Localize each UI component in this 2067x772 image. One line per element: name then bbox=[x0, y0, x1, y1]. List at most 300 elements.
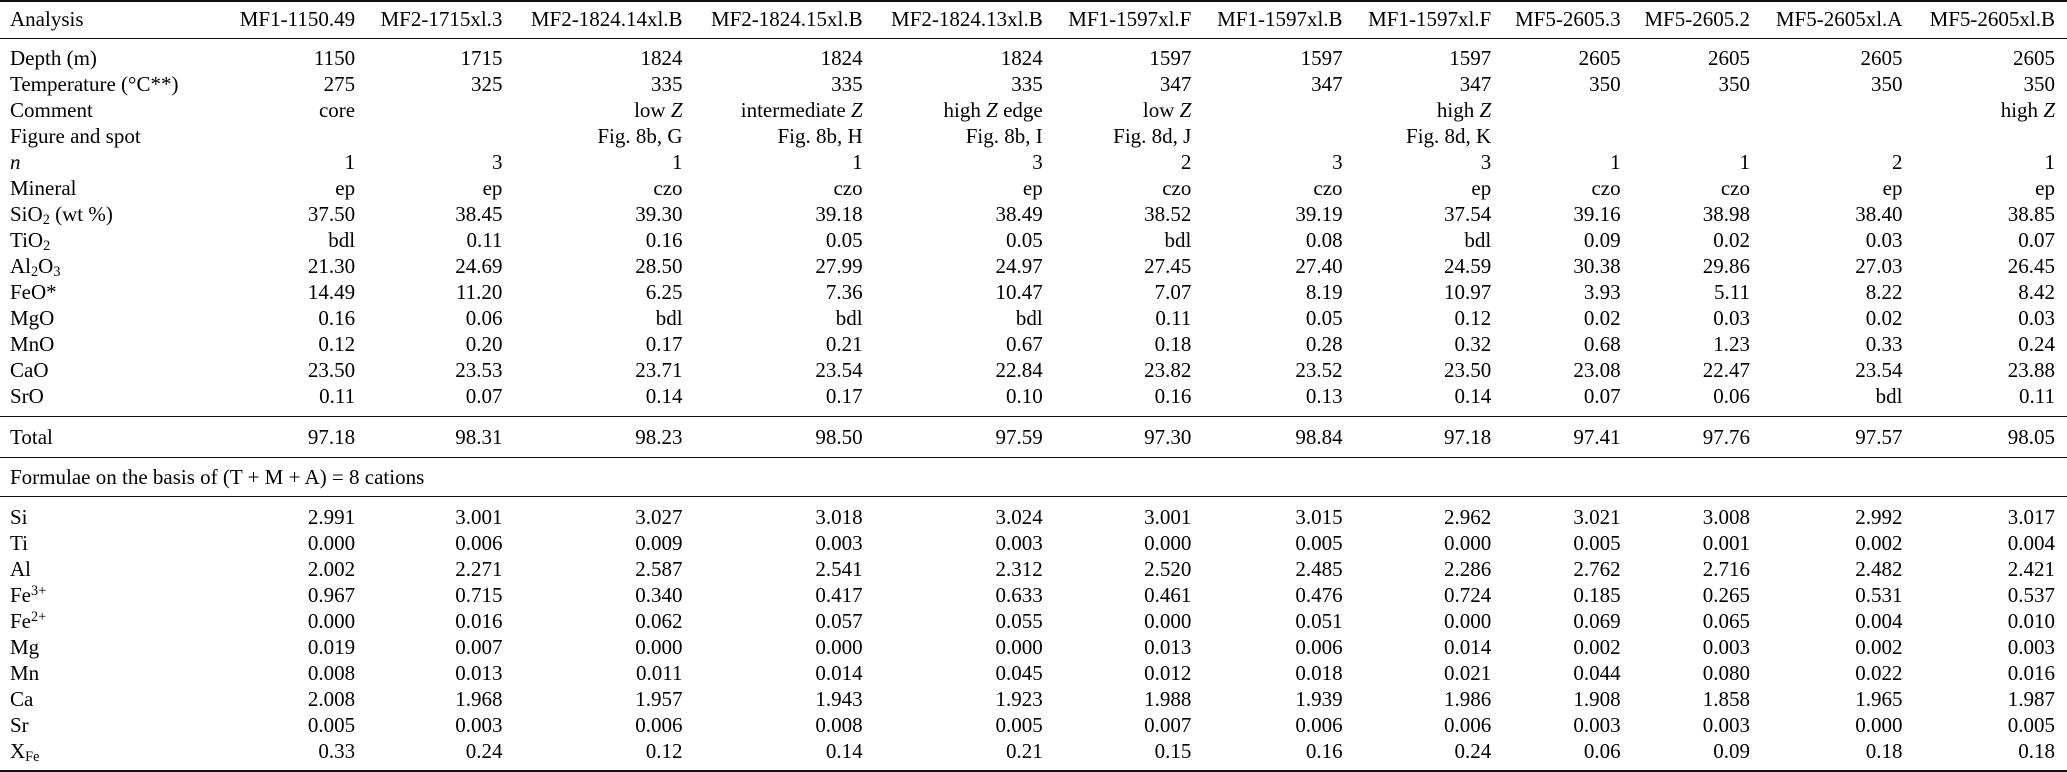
data-cell: 0.005 bbox=[1295, 531, 1343, 555]
data-cell: 0.18 bbox=[1154, 332, 1192, 356]
data-cell: 0.003 bbox=[2007, 635, 2055, 659]
data-cell: 0.476 bbox=[1295, 583, 1343, 607]
data-cell: 335 bbox=[831, 72, 863, 96]
data-cell: 0.005 bbox=[995, 713, 1043, 737]
data-cell: 0.03 bbox=[1713, 306, 1750, 330]
data-cell: czo bbox=[1591, 176, 1621, 200]
data-cell: 0.08 bbox=[1305, 228, 1343, 252]
data-cell bbox=[1621, 97, 1750, 123]
data-cell: 1.23 bbox=[1713, 332, 1750, 356]
data-cell: 97.57 bbox=[1855, 425, 1903, 449]
data-cell: low Z bbox=[634, 98, 683, 122]
data-cell: 2.962 bbox=[1443, 505, 1492, 529]
data-cell: 2.421 bbox=[2007, 557, 2055, 581]
data-cell: 0.340 bbox=[635, 583, 683, 607]
data-cell: 0.24 bbox=[2018, 332, 2055, 356]
data-cell: 0.02 bbox=[1583, 306, 1621, 330]
section-header-label: Formulae on the basis of (T + M + A) = 8 cations bbox=[10, 465, 425, 489]
data-cell: 2.992 bbox=[1855, 505, 1903, 529]
data-cell: 98.23 bbox=[635, 425, 683, 449]
data-cell: 1.986 bbox=[1443, 687, 1492, 711]
data-cell: 2.286 bbox=[1443, 557, 1492, 581]
data-cell: 23.50 bbox=[1443, 358, 1492, 382]
row-label: SrO bbox=[10, 384, 44, 408]
data-cell: 1.968 bbox=[455, 687, 503, 711]
data-cell: ep bbox=[1882, 176, 1903, 200]
row-label: n bbox=[10, 150, 21, 174]
data-cell: 1.939 bbox=[1295, 687, 1343, 711]
data-cell: 0.065 bbox=[1702, 609, 1750, 633]
data-cell: 1.858 bbox=[1702, 687, 1750, 711]
data-cell: 38.45 bbox=[455, 202, 503, 226]
data-cell: 97.41 bbox=[1573, 425, 1621, 449]
data-cell: 350 bbox=[1870, 72, 1903, 96]
data-cell: 0.16 bbox=[318, 306, 356, 330]
data-cell: 1824 bbox=[820, 46, 863, 70]
row-label: CaO bbox=[10, 358, 49, 382]
cation-formulae-section bbox=[0, 497, 2067, 772]
data-cell: 0.000 bbox=[635, 635, 683, 659]
data-cell: 1824 bbox=[640, 46, 683, 70]
data-cell bbox=[1750, 97, 1903, 123]
data-cell: 2.716 bbox=[1702, 557, 1750, 581]
data-cell: 1715 bbox=[460, 46, 503, 70]
data-cell: 2605 bbox=[1578, 46, 1621, 70]
data-cell: 1.965 bbox=[1855, 687, 1903, 711]
data-cell: 0.537 bbox=[2007, 583, 2055, 607]
data-cell: 0.715 bbox=[455, 583, 503, 607]
row-label: Ca bbox=[10, 687, 34, 711]
data-cell: 0.045 bbox=[995, 661, 1043, 685]
data-cell: 0.12 bbox=[645, 739, 683, 763]
data-cell: 38.49 bbox=[995, 202, 1043, 226]
data-cell: 0.05 bbox=[1005, 228, 1043, 252]
data-cell: 0.008 bbox=[815, 713, 863, 737]
data-cell: 0.006 bbox=[1295, 635, 1343, 659]
data-cell: 335 bbox=[1011, 72, 1043, 96]
table-row bbox=[0, 712, 2067, 738]
data-cell: 0.069 bbox=[1573, 609, 1621, 633]
row-label: Sr bbox=[10, 713, 29, 737]
oxide-composition-section bbox=[0, 39, 2067, 417]
data-cell: 0.33 bbox=[318, 739, 356, 763]
table-row bbox=[0, 331, 2067, 357]
data-cell bbox=[1621, 123, 1750, 149]
data-cell: 1597 bbox=[1449, 46, 1492, 70]
table-row bbox=[0, 556, 2067, 582]
data-cell: 0.003 bbox=[1573, 713, 1621, 737]
data-cell: 23.71 bbox=[635, 358, 683, 382]
data-cell: 3.018 bbox=[815, 505, 863, 529]
row-label: $Fe^{2+}$ bbox=[10, 608, 47, 633]
data-cell: 28.50 bbox=[635, 254, 683, 278]
data-cell: 0.014 bbox=[1443, 635, 1492, 659]
data-cell: 8.19 bbox=[1305, 280, 1343, 304]
table-row bbox=[0, 582, 2067, 608]
data-cell: 0.013 bbox=[455, 661, 503, 685]
row-label: Total bbox=[10, 425, 53, 449]
data-cell: 0.11 bbox=[1155, 306, 1192, 330]
data-cell: 38.40 bbox=[1855, 202, 1903, 226]
sample-column-header: MF5-2605.3 bbox=[1514, 7, 1621, 31]
data-cell: 2.541 bbox=[815, 557, 863, 581]
data-cell: 1 bbox=[1610, 150, 1621, 174]
data-cell: high Z bbox=[2000, 98, 2055, 122]
data-cell: 1 bbox=[344, 150, 356, 174]
data-cell: 0.009 bbox=[635, 531, 683, 555]
table-row bbox=[0, 305, 2067, 331]
data-cell: 97.59 bbox=[995, 425, 1043, 449]
row-label: Temperature (°C**) bbox=[10, 72, 179, 96]
data-cell: 0.20 bbox=[465, 332, 503, 356]
data-cell: 23.52 bbox=[1295, 358, 1343, 382]
data-cell: 0.417 bbox=[815, 583, 863, 607]
data-cell: 0.062 bbox=[635, 609, 683, 633]
data-cell: 0.11 bbox=[2019, 384, 2055, 408]
row-label: Si bbox=[10, 505, 28, 529]
data-cell: 27.03 bbox=[1855, 254, 1903, 278]
data-cell: 98.84 bbox=[1295, 425, 1343, 449]
data-cell: 0.006 bbox=[635, 713, 683, 737]
data-cell: 1.908 bbox=[1573, 687, 1621, 711]
data-cell: 14.49 bbox=[307, 280, 356, 304]
data-cell: 0.06 bbox=[1583, 739, 1621, 763]
table-header-row bbox=[0, 1, 2067, 39]
data-cell: 0.000 bbox=[1144, 609, 1192, 633]
data-cell: 0.013 bbox=[1144, 635, 1192, 659]
data-cell: 98.05 bbox=[2007, 425, 2055, 449]
data-cell: 0.000 bbox=[815, 635, 863, 659]
data-cell: 0.14 bbox=[825, 739, 863, 763]
data-cell: 0.012 bbox=[1144, 661, 1192, 685]
data-cell: 2.991 bbox=[307, 505, 356, 529]
data-cell: 3.017 bbox=[2007, 505, 2055, 529]
data-cell: 0.05 bbox=[825, 228, 863, 252]
data-cell: 27.45 bbox=[1144, 254, 1192, 278]
data-cell: 23.88 bbox=[2007, 358, 2055, 382]
data-cell: 0.21 bbox=[1005, 739, 1043, 763]
data-cell: 1597 bbox=[1300, 46, 1343, 70]
data-cell: bdl bbox=[328, 228, 356, 252]
data-cell: 0.019 bbox=[307, 635, 356, 659]
data-cell: 0.000 bbox=[1443, 531, 1492, 555]
data-cell: 0.07 bbox=[465, 384, 503, 408]
data-cell: 3 bbox=[1332, 150, 1343, 174]
data-cell: 38.85 bbox=[2007, 202, 2055, 226]
data-cell: 1150 bbox=[313, 46, 356, 70]
row-label: $Al_2O_3$ bbox=[10, 254, 61, 281]
data-cell: bdl bbox=[835, 306, 863, 330]
data-cell: 3 bbox=[491, 150, 503, 174]
data-cell: 2.002 bbox=[307, 557, 356, 581]
data-cell: ep bbox=[2035, 176, 2055, 200]
sample-column-header: MF5-2605.2 bbox=[1644, 7, 1750, 31]
data-cell: bdl bbox=[655, 306, 683, 330]
data-cell bbox=[1191, 123, 1342, 149]
data-cell: 0.006 bbox=[455, 531, 503, 555]
data-cell: 0.000 bbox=[307, 609, 356, 633]
data-cell: 3.93 bbox=[1583, 280, 1621, 304]
data-cell: 39.30 bbox=[635, 202, 683, 226]
data-cell: 24.69 bbox=[455, 254, 503, 278]
data-cell: 98.31 bbox=[455, 425, 503, 449]
data-cell: czo bbox=[1313, 176, 1343, 200]
row-label: Mineral bbox=[10, 176, 77, 200]
data-cell: 0.11 bbox=[319, 384, 356, 408]
data-cell: 7.07 bbox=[1154, 280, 1192, 304]
data-cell: 27.99 bbox=[815, 254, 863, 278]
data-cell: low Z bbox=[1142, 98, 1192, 122]
data-cell: 0.06 bbox=[1713, 384, 1750, 408]
data-cell: 275 bbox=[323, 72, 356, 96]
data-cell: 2.312 bbox=[995, 557, 1043, 581]
sample-column-header: MF1-1150.49 bbox=[239, 7, 356, 31]
data-cell: 0.18 bbox=[2018, 739, 2055, 763]
data-cell: 2.587 bbox=[635, 557, 683, 581]
table-row bbox=[0, 634, 2067, 660]
row-label: Mn bbox=[10, 661, 40, 685]
sample-column-header: MF5-2605xl.A bbox=[1775, 7, 1903, 31]
data-cell: 347 bbox=[1459, 72, 1492, 96]
data-cell: 11.20 bbox=[455, 280, 503, 304]
data-cell: 97.18 bbox=[307, 425, 356, 449]
data-cell bbox=[215, 123, 355, 149]
data-cell: 0.185 bbox=[1573, 583, 1621, 607]
sample-column-header: MF2-1824.14xl.B bbox=[530, 7, 683, 31]
data-cell: 0.03 bbox=[1865, 228, 1903, 252]
data-cell: 0.67 bbox=[1005, 332, 1043, 356]
data-cell: bdl bbox=[1015, 306, 1043, 330]
data-cell: 0.005 bbox=[2007, 713, 2055, 737]
data-cell: bdl bbox=[1875, 384, 1903, 408]
row-label: SiO$_2$ (wt %) bbox=[10, 202, 113, 229]
data-cell: Fig. 8b, G bbox=[597, 124, 683, 148]
data-cell: 0.016 bbox=[2007, 661, 2055, 685]
table-row bbox=[0, 97, 2067, 123]
data-cell: intermediate Z bbox=[740, 98, 863, 122]
data-cell: high Z bbox=[1436, 98, 1492, 122]
table-row bbox=[0, 530, 2067, 556]
data-cell: 1.943 bbox=[815, 687, 863, 711]
data-cell: 26.45 bbox=[2007, 254, 2055, 278]
data-cell: 0.24 bbox=[465, 739, 503, 763]
data-cell: 1 bbox=[2044, 150, 2055, 174]
data-cell: 3.008 bbox=[1702, 505, 1750, 529]
data-cell: 0.12 bbox=[1454, 306, 1492, 330]
data-cell: 0.011 bbox=[636, 661, 683, 685]
data-cell: 3 bbox=[1480, 150, 1492, 174]
data-cell: 3.027 bbox=[635, 505, 683, 529]
data-cell: 0.002 bbox=[1573, 635, 1621, 659]
data-cell: 97.18 bbox=[1443, 425, 1492, 449]
data-cell bbox=[355, 97, 502, 123]
data-cell: 0.014 bbox=[815, 661, 863, 685]
data-cell: 1824 bbox=[1000, 46, 1043, 70]
data-cell: 0.006 bbox=[1443, 713, 1492, 737]
data-cell: 2 bbox=[1180, 150, 1192, 174]
data-cell: 0.461 bbox=[1144, 583, 1192, 607]
data-cell: czo bbox=[1162, 176, 1192, 200]
data-cell: 23.53 bbox=[455, 358, 503, 382]
table-row bbox=[0, 738, 2067, 771]
data-cell: 0.21 bbox=[825, 332, 863, 356]
data-cell: 24.59 bbox=[1443, 254, 1492, 278]
data-cell: 23.08 bbox=[1573, 358, 1621, 382]
table-row bbox=[0, 383, 2067, 417]
data-cell: ep bbox=[482, 176, 503, 200]
data-cell: 1597 bbox=[1149, 46, 1192, 70]
data-cell: 0.000 bbox=[1144, 531, 1192, 555]
data-cell: 0.09 bbox=[1583, 228, 1621, 252]
data-cell: 0.14 bbox=[645, 384, 683, 408]
data-cell: 0.02 bbox=[1865, 306, 1903, 330]
data-cell: 0.005 bbox=[1573, 531, 1621, 555]
data-cell: 0.004 bbox=[1855, 609, 1903, 633]
data-cell: 1.987 bbox=[2007, 687, 2055, 711]
table-row bbox=[0, 417, 2067, 458]
data-cell: 0.003 bbox=[1702, 713, 1750, 737]
data-cell: 23.54 bbox=[1855, 358, 1903, 382]
row-label: Depth (m) bbox=[10, 46, 97, 70]
data-cell: 2605 bbox=[2013, 46, 2055, 70]
table-row bbox=[0, 608, 2067, 634]
data-cell: 23.54 bbox=[815, 358, 863, 382]
row-label: $Fe^{3+}$ bbox=[10, 582, 47, 607]
data-cell: czo bbox=[653, 176, 683, 200]
data-cell bbox=[355, 123, 502, 149]
data-cell: 97.30 bbox=[1144, 425, 1192, 449]
data-cell: 8.42 bbox=[2018, 280, 2055, 304]
data-cell: 30.38 bbox=[1573, 254, 1621, 278]
data-cell: 0.14 bbox=[1454, 384, 1492, 408]
data-cell: 0.11 bbox=[466, 228, 503, 252]
data-cell: 2.485 bbox=[1295, 557, 1343, 581]
formulae-section-divider bbox=[0, 458, 2067, 497]
data-cell: 37.50 bbox=[307, 202, 356, 226]
table-row bbox=[0, 279, 2067, 305]
table-row bbox=[0, 227, 2067, 253]
data-cell: 0.000 bbox=[307, 531, 356, 555]
data-cell: 1 bbox=[672, 150, 683, 174]
data-cell: Fig. 8b, I bbox=[965, 124, 1043, 148]
data-cell: Fig. 8b, H bbox=[777, 124, 863, 148]
data-cell: czo bbox=[1720, 176, 1750, 200]
data-cell: 0.13 bbox=[1305, 384, 1343, 408]
data-cell: 0.055 bbox=[995, 609, 1043, 633]
data-cell: 0.010 bbox=[2007, 609, 2055, 633]
table-row bbox=[0, 149, 2067, 175]
data-cell: 0.002 bbox=[1855, 635, 1903, 659]
table-row bbox=[0, 660, 2067, 686]
data-cell: 0.002 bbox=[1855, 531, 1903, 555]
data-cell: 347 bbox=[1311, 72, 1343, 96]
data-cell: 0.003 bbox=[1702, 635, 1750, 659]
table-row bbox=[0, 39, 2067, 72]
data-cell: 39.16 bbox=[1573, 202, 1621, 226]
data-cell: 325 bbox=[470, 72, 503, 96]
data-cell: 0.005 bbox=[307, 713, 356, 737]
sample-column-header: MF5-2605xl.B bbox=[1929, 7, 2055, 31]
table-row bbox=[0, 71, 2067, 97]
data-cell: 5.11 bbox=[1714, 280, 1750, 304]
data-cell: ep bbox=[1471, 176, 1492, 200]
data-cell: bdl bbox=[1464, 228, 1492, 252]
data-cell: 0.006 bbox=[1295, 713, 1343, 737]
sample-column-header: MF1-1597xl.B bbox=[1217, 7, 1343, 31]
table-row bbox=[0, 201, 2067, 227]
data-cell: 3.015 bbox=[1295, 505, 1343, 529]
data-cell: 0.06 bbox=[465, 306, 503, 330]
data-cell: 0.004 bbox=[2007, 531, 2055, 555]
row-label: Al bbox=[10, 557, 31, 581]
data-cell: bdl bbox=[1164, 228, 1192, 252]
data-cell: 37.54 bbox=[1443, 202, 1492, 226]
sample-column-header: MF2-1824.13xl.B bbox=[891, 7, 1043, 31]
data-cell: Fig. 8d, K bbox=[1406, 124, 1492, 148]
table-row bbox=[0, 123, 2067, 149]
data-cell: Fig. 8d, J bbox=[1113, 124, 1192, 148]
data-cell: 2.762 bbox=[1573, 557, 1621, 581]
data-cell: 0.080 bbox=[1702, 661, 1750, 685]
data-cell: 1.957 bbox=[635, 687, 683, 711]
data-cell: 0.007 bbox=[455, 635, 503, 659]
data-cell: 6.25 bbox=[645, 280, 683, 304]
row-label: FeO* bbox=[10, 280, 57, 304]
row-label: Comment bbox=[10, 98, 93, 122]
data-cell: 0.16 bbox=[1305, 739, 1343, 763]
data-cell: 39.19 bbox=[1295, 202, 1343, 226]
data-cell: 0.000 bbox=[1855, 713, 1903, 737]
table-row bbox=[0, 686, 2067, 712]
table-row bbox=[0, 175, 2067, 201]
data-cell: 0.057 bbox=[815, 609, 863, 633]
data-cell: 0.531 bbox=[1855, 583, 1903, 607]
data-cell: 0.008 bbox=[307, 661, 356, 685]
data-cell: 0.003 bbox=[995, 531, 1043, 555]
section-header-row bbox=[0, 458, 2067, 497]
data-cell bbox=[1491, 123, 1620, 149]
data-cell: ep bbox=[335, 176, 356, 200]
data-cell: 0.000 bbox=[995, 635, 1043, 659]
sample-column-header: MF2-1824.15xl.B bbox=[710, 7, 863, 31]
data-cell: 24.97 bbox=[995, 254, 1043, 278]
data-cell: 38.98 bbox=[1702, 202, 1750, 226]
data-cell: 3.024 bbox=[995, 505, 1043, 529]
data-cell: 0.24 bbox=[1454, 739, 1492, 763]
data-cell: 7.36 bbox=[825, 280, 863, 304]
data-cell: czo bbox=[833, 176, 863, 200]
data-cell: 22.47 bbox=[1702, 358, 1750, 382]
data-cell: 0.10 bbox=[1005, 384, 1043, 408]
data-cell: 21.30 bbox=[307, 254, 356, 278]
row-label: MgO bbox=[10, 306, 55, 330]
data-cell: 38.52 bbox=[1144, 202, 1192, 226]
data-cell: 3.001 bbox=[455, 505, 503, 529]
data-cell: 1 bbox=[1739, 150, 1750, 174]
total-section bbox=[0, 417, 2067, 458]
data-cell: 350 bbox=[1718, 72, 1750, 96]
data-cell bbox=[1750, 123, 1903, 149]
data-cell: 1 bbox=[852, 150, 863, 174]
data-cell: 0.051 bbox=[1295, 609, 1343, 633]
data-cell bbox=[1491, 97, 1620, 123]
data-cell: 0.021 bbox=[1443, 661, 1492, 685]
data-cell: high Z edge bbox=[943, 98, 1043, 122]
data-cell: 0.000 bbox=[1443, 609, 1492, 633]
data-cell: 97.76 bbox=[1702, 425, 1750, 449]
sample-column-header: MF2-1715xl.3 bbox=[380, 7, 503, 31]
data-cell: ep bbox=[1022, 176, 1043, 200]
